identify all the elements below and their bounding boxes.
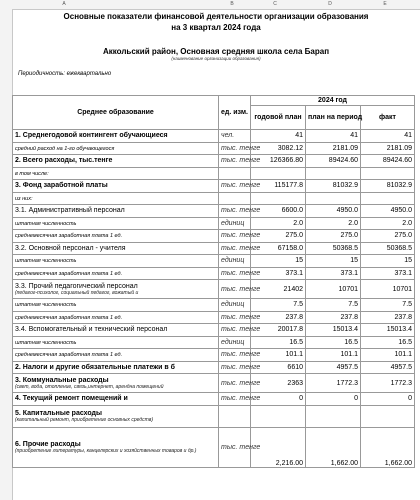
unit-cell[interactable]: тыс. тенге (219, 205, 251, 218)
unit-cell[interactable]: тыс. тенге (219, 280, 251, 299)
row-label: среднемесячная заработная плата 1 ед. (15, 314, 123, 321)
row-label: 3.1. Административный персонал (15, 207, 125, 215)
table-row (13, 180, 415, 193)
table-row (13, 217, 415, 230)
period-value-cell[interactable]: 0 (306, 393, 361, 406)
annual-value-cell[interactable] (251, 167, 306, 180)
annual-value-cell[interactable]: 6600.0 (251, 205, 306, 218)
table-row (13, 280, 415, 299)
annual-value-cell[interactable]: 15 (251, 255, 306, 268)
unit-cell[interactable]: тыс. тенге (219, 324, 251, 337)
table-row (13, 205, 415, 218)
table-row (13, 405, 415, 427)
row-label: из них: (15, 195, 33, 202)
header-unit: ед. изм. (219, 96, 251, 130)
row-label: 3. Фонд заработной платы (15, 182, 108, 190)
fact-value-cell[interactable] (361, 167, 415, 180)
fact-value-cell[interactable]: 15013.4 (361, 324, 415, 337)
annual-value-cell[interactable]: 6610 (251, 361, 306, 374)
row-label-cell[interactable] (13, 311, 219, 324)
fact-value-cell[interactable]: 1772.3 (361, 374, 415, 393)
period-value-cell[interactable]: 2181.09 (306, 142, 361, 155)
row-label-cell[interactable] (13, 192, 219, 205)
fact-value-cell[interactable]: 81032.9 (361, 180, 415, 193)
period-value-cell[interactable]: 81032.9 (306, 180, 361, 193)
row-label: 2. Налоги и другие обязательные платежи в б (15, 363, 175, 371)
table-row (13, 242, 415, 255)
row-label-cell[interactable] (13, 393, 219, 406)
fact-value-cell[interactable]: 101.1 (361, 349, 415, 362)
row-label-cell[interactable] (13, 374, 219, 393)
period-value-cell[interactable]: 89424.60 (306, 155, 361, 168)
col-header-d[interactable]: D (328, 1, 332, 7)
period-value-cell[interactable]: 4950.0 (306, 205, 361, 218)
unit-cell[interactable] (219, 167, 251, 180)
table-row (13, 192, 415, 205)
annual-value-cell[interactable]: 2,216.00 (251, 427, 306, 467)
annual-value-cell[interactable]: 0 (251, 393, 306, 406)
row-label: 3.3. Прочий педагогический персонал (15, 282, 138, 290)
organization-name: Аккольский район, Основная средняя школа села Барап (102, 47, 330, 56)
unit-cell[interactable]: единиц (219, 336, 251, 349)
unit-cell[interactable]: тыс. тенге (219, 427, 251, 467)
table-row (13, 230, 415, 243)
row-label-cell[interactable] (13, 180, 219, 193)
row-sublabel: (приобретение литературы, канцелярских и хозяйственных товаров и др.) (15, 447, 197, 454)
table-row (13, 336, 415, 349)
unit-cell[interactable]: тыс. тенге (219, 349, 251, 362)
fact-value-cell[interactable]: 2181.09 (361, 142, 415, 155)
row-sublabel: (свет, вода, отопление, связь,интернет, арендна помещений (15, 383, 164, 390)
row-label: штатная численность (15, 302, 77, 309)
table-row (13, 349, 415, 362)
row-label-cell[interactable] (13, 167, 219, 180)
table-row (13, 324, 415, 337)
fact-value-cell[interactable]: 50368.5 (361, 242, 415, 255)
fact-value-cell[interactable]: 237.8 (361, 311, 415, 324)
annual-value-cell[interactable]: 237.8 (251, 311, 306, 324)
row-label: 4. Текущий ремонт помещений и (15, 395, 128, 403)
row-label: штатная численность (15, 258, 77, 265)
row-label: в том числе: (15, 170, 49, 177)
unit-cell[interactable] (219, 405, 251, 427)
col-header-e[interactable]: E (383, 1, 387, 7)
row-label-cell[interactable] (13, 255, 219, 268)
annual-value-cell[interactable]: 275.0 (251, 230, 306, 243)
period-value-cell[interactable] (306, 167, 361, 180)
fact-value-cell[interactable]: 10701 (361, 280, 415, 299)
row-label-cell[interactable] (13, 324, 219, 337)
header-year: 2024 год (251, 96, 415, 106)
unit-cell[interactable]: тыс. тенге (219, 180, 251, 193)
fact-value-cell[interactable]: 4957.5 (361, 361, 415, 374)
table-row (13, 361, 415, 374)
unit-cell[interactable] (219, 192, 251, 205)
unit-cell[interactable]: тыс. тенге (219, 142, 251, 155)
period-value-cell[interactable]: 1,662.00 (306, 427, 361, 467)
unit-cell[interactable]: тыс. тенге (219, 374, 251, 393)
annual-value-cell[interactable]: 41 (251, 130, 306, 143)
annual-value-cell[interactable]: 16.5 (251, 336, 306, 349)
row-label: среднемесячная заработная плата 1 ед. (15, 352, 123, 359)
row-label-cell[interactable] (13, 405, 219, 427)
row-label: 1. Среднегодовой контингент обучающиеся (15, 132, 168, 140)
period-value-cell[interactable]: 4957.5 (306, 361, 361, 374)
table-row (13, 142, 415, 155)
table-row (13, 311, 415, 324)
period-value-cell[interactable]: 15013.4 (306, 324, 361, 337)
periodicity-label: Периодичность: ежеквартально (18, 71, 112, 77)
header-annual-plan: годовой план (251, 106, 306, 130)
fact-value-cell[interactable]: 4950.0 (361, 205, 415, 218)
period-value-cell[interactable] (306, 192, 361, 205)
period-value-cell[interactable]: 41 (306, 130, 361, 143)
row-label-cell[interactable] (13, 242, 219, 255)
annual-value-cell[interactable]: 126366.80 (251, 155, 306, 168)
row-label-cell[interactable] (13, 205, 219, 218)
row-label-cell[interactable] (13, 267, 219, 280)
row-label-cell[interactable] (13, 280, 219, 299)
period-value-cell[interactable]: 10701 (306, 280, 361, 299)
period-value-cell[interactable]: 237.8 (306, 311, 361, 324)
period-value-cell[interactable]: 50368.5 (306, 242, 361, 255)
header-education: Среднее образование (13, 96, 219, 130)
organization-caption: (наименование организации образования) (171, 56, 261, 61)
annual-value-cell[interactable]: 67158.0 (251, 242, 306, 255)
period-value-cell[interactable]: 2.0 (306, 217, 361, 230)
annual-value-cell[interactable]: 20017.8 (251, 324, 306, 337)
fact-value-cell[interactable]: 2.0 (361, 217, 415, 230)
fact-value-cell[interactable]: 89424.60 (361, 155, 415, 168)
header-fact: факт (361, 106, 415, 130)
row-label: среднемесячная заработная плата 1 ед. (15, 233, 123, 240)
row-label-cell[interactable] (13, 230, 219, 243)
unit-cell[interactable]: тыс. тенге (219, 267, 251, 280)
row-label: 3.4. Вспомогательный и технический персонал (15, 326, 168, 334)
period-value-cell[interactable]: 275.0 (306, 230, 361, 243)
period-value-cell[interactable]: 1772.3 (306, 374, 361, 393)
annual-value-cell[interactable]: 21402 (251, 280, 306, 299)
row-label: штатная численность (15, 339, 77, 346)
unit-cell[interactable]: единиц (219, 299, 251, 312)
table-row (13, 427, 415, 467)
fact-value-cell[interactable] (361, 192, 415, 205)
row-label-cell[interactable] (13, 299, 219, 312)
period-value-cell[interactable] (306, 405, 361, 427)
annual-value-cell[interactable]: 373.1 (251, 267, 306, 280)
row-label-cell[interactable] (13, 349, 219, 362)
table-row (13, 167, 415, 180)
row-label: штатная численность (15, 220, 77, 227)
row-sublabel: (капитальный ремонт, приобретение основных средств) (15, 416, 154, 423)
header-period-plan: план на период (306, 106, 361, 130)
row-label: 6. Прочие расходы (15, 440, 81, 448)
row-sublabel: (педагог-психолог, социальный педагог, вожатый и (15, 289, 139, 296)
row-label-cell[interactable] (13, 217, 219, 230)
annual-value-cell[interactable]: 3082.12 (251, 142, 306, 155)
unit-cell[interactable]: единиц (219, 255, 251, 268)
row-label: среднемесячная заработная плата 1 ед. (15, 270, 123, 277)
row-label: 5. Капитальные расходы (15, 409, 102, 417)
unit-cell[interactable]: тыс. тенге (219, 361, 251, 374)
fact-value-cell[interactable]: 1,662.00 (361, 427, 415, 467)
row-label-cell[interactable] (13, 361, 219, 374)
period-value-cell[interactable]: 7.5 (306, 299, 361, 312)
period-value-cell[interactable]: 15 (306, 255, 361, 268)
fact-value-cell[interactable]: 373.1 (361, 267, 415, 280)
col-header-b[interactable]: B (230, 1, 234, 7)
report-title-line1: Основные показатели финансовой деятельности организации образования (63, 12, 369, 21)
fact-value-cell[interactable]: 16.5 (361, 336, 415, 349)
unit-cell[interactable]: тыс. тенге (219, 242, 251, 255)
row-label-cell[interactable] (13, 142, 219, 155)
annual-value-cell[interactable]: 2363 (251, 374, 306, 393)
table-row (13, 255, 415, 268)
column-header-bar (0, 0, 420, 10)
fact-value-cell[interactable]: 0 (361, 393, 415, 406)
annual-value-cell[interactable]: 101.1 (251, 349, 306, 362)
unit-cell[interactable]: единиц (219, 217, 251, 230)
period-value-cell[interactable]: 373.1 (306, 267, 361, 280)
period-value-cell[interactable]: 101.1 (306, 349, 361, 362)
annual-value-cell[interactable] (251, 405, 306, 427)
row-label-cell[interactable] (13, 130, 219, 143)
period-value-cell[interactable]: 16.5 (306, 336, 361, 349)
fact-value-cell[interactable]: 7.5 (361, 299, 415, 312)
table-row (13, 374, 415, 393)
annual-value-cell[interactable]: 7.5 (251, 299, 306, 312)
unit-cell[interactable]: тыс. тенге (219, 155, 251, 168)
row-label-cell[interactable] (13, 155, 219, 168)
fact-value-cell[interactable]: 275.0 (361, 230, 415, 243)
table-row (13, 155, 415, 168)
unit-cell[interactable]: тыс. тенге (219, 393, 251, 406)
row-label: 3.2. Основной персонал - учителя (15, 244, 126, 252)
unit-cell[interactable]: чел. (219, 130, 251, 143)
report-title-line2: на 3 квартал 2024 года (171, 23, 261, 32)
table-row (13, 393, 415, 406)
table-row (13, 267, 415, 280)
unit-cell[interactable]: тыс. тенге (219, 311, 251, 324)
col-header-c[interactable]: C (273, 1, 277, 7)
finance-table (12, 95, 415, 468)
table-row (13, 130, 415, 143)
fact-value-cell[interactable]: 41 (361, 130, 415, 143)
col-header-a[interactable]: A (62, 1, 66, 7)
annual-value-cell[interactable]: 2.0 (251, 217, 306, 230)
annual-value-cell[interactable]: 115177.8 (251, 180, 306, 193)
row-label-cell[interactable] (13, 427, 219, 467)
table-row (13, 299, 415, 312)
fact-value-cell[interactable] (361, 405, 415, 427)
fact-value-cell[interactable]: 15 (361, 255, 415, 268)
row-label: 3. Коммунальные расходы (15, 376, 109, 384)
row-label: средний расход на 1-го обучающегося (15, 145, 115, 152)
unit-cell[interactable]: тыс. тенге (219, 230, 251, 243)
row-label: 2. Всего расходы, тыс.тенге (15, 157, 113, 165)
annual-value-cell[interactable] (251, 192, 306, 205)
row-label-cell[interactable] (13, 336, 219, 349)
